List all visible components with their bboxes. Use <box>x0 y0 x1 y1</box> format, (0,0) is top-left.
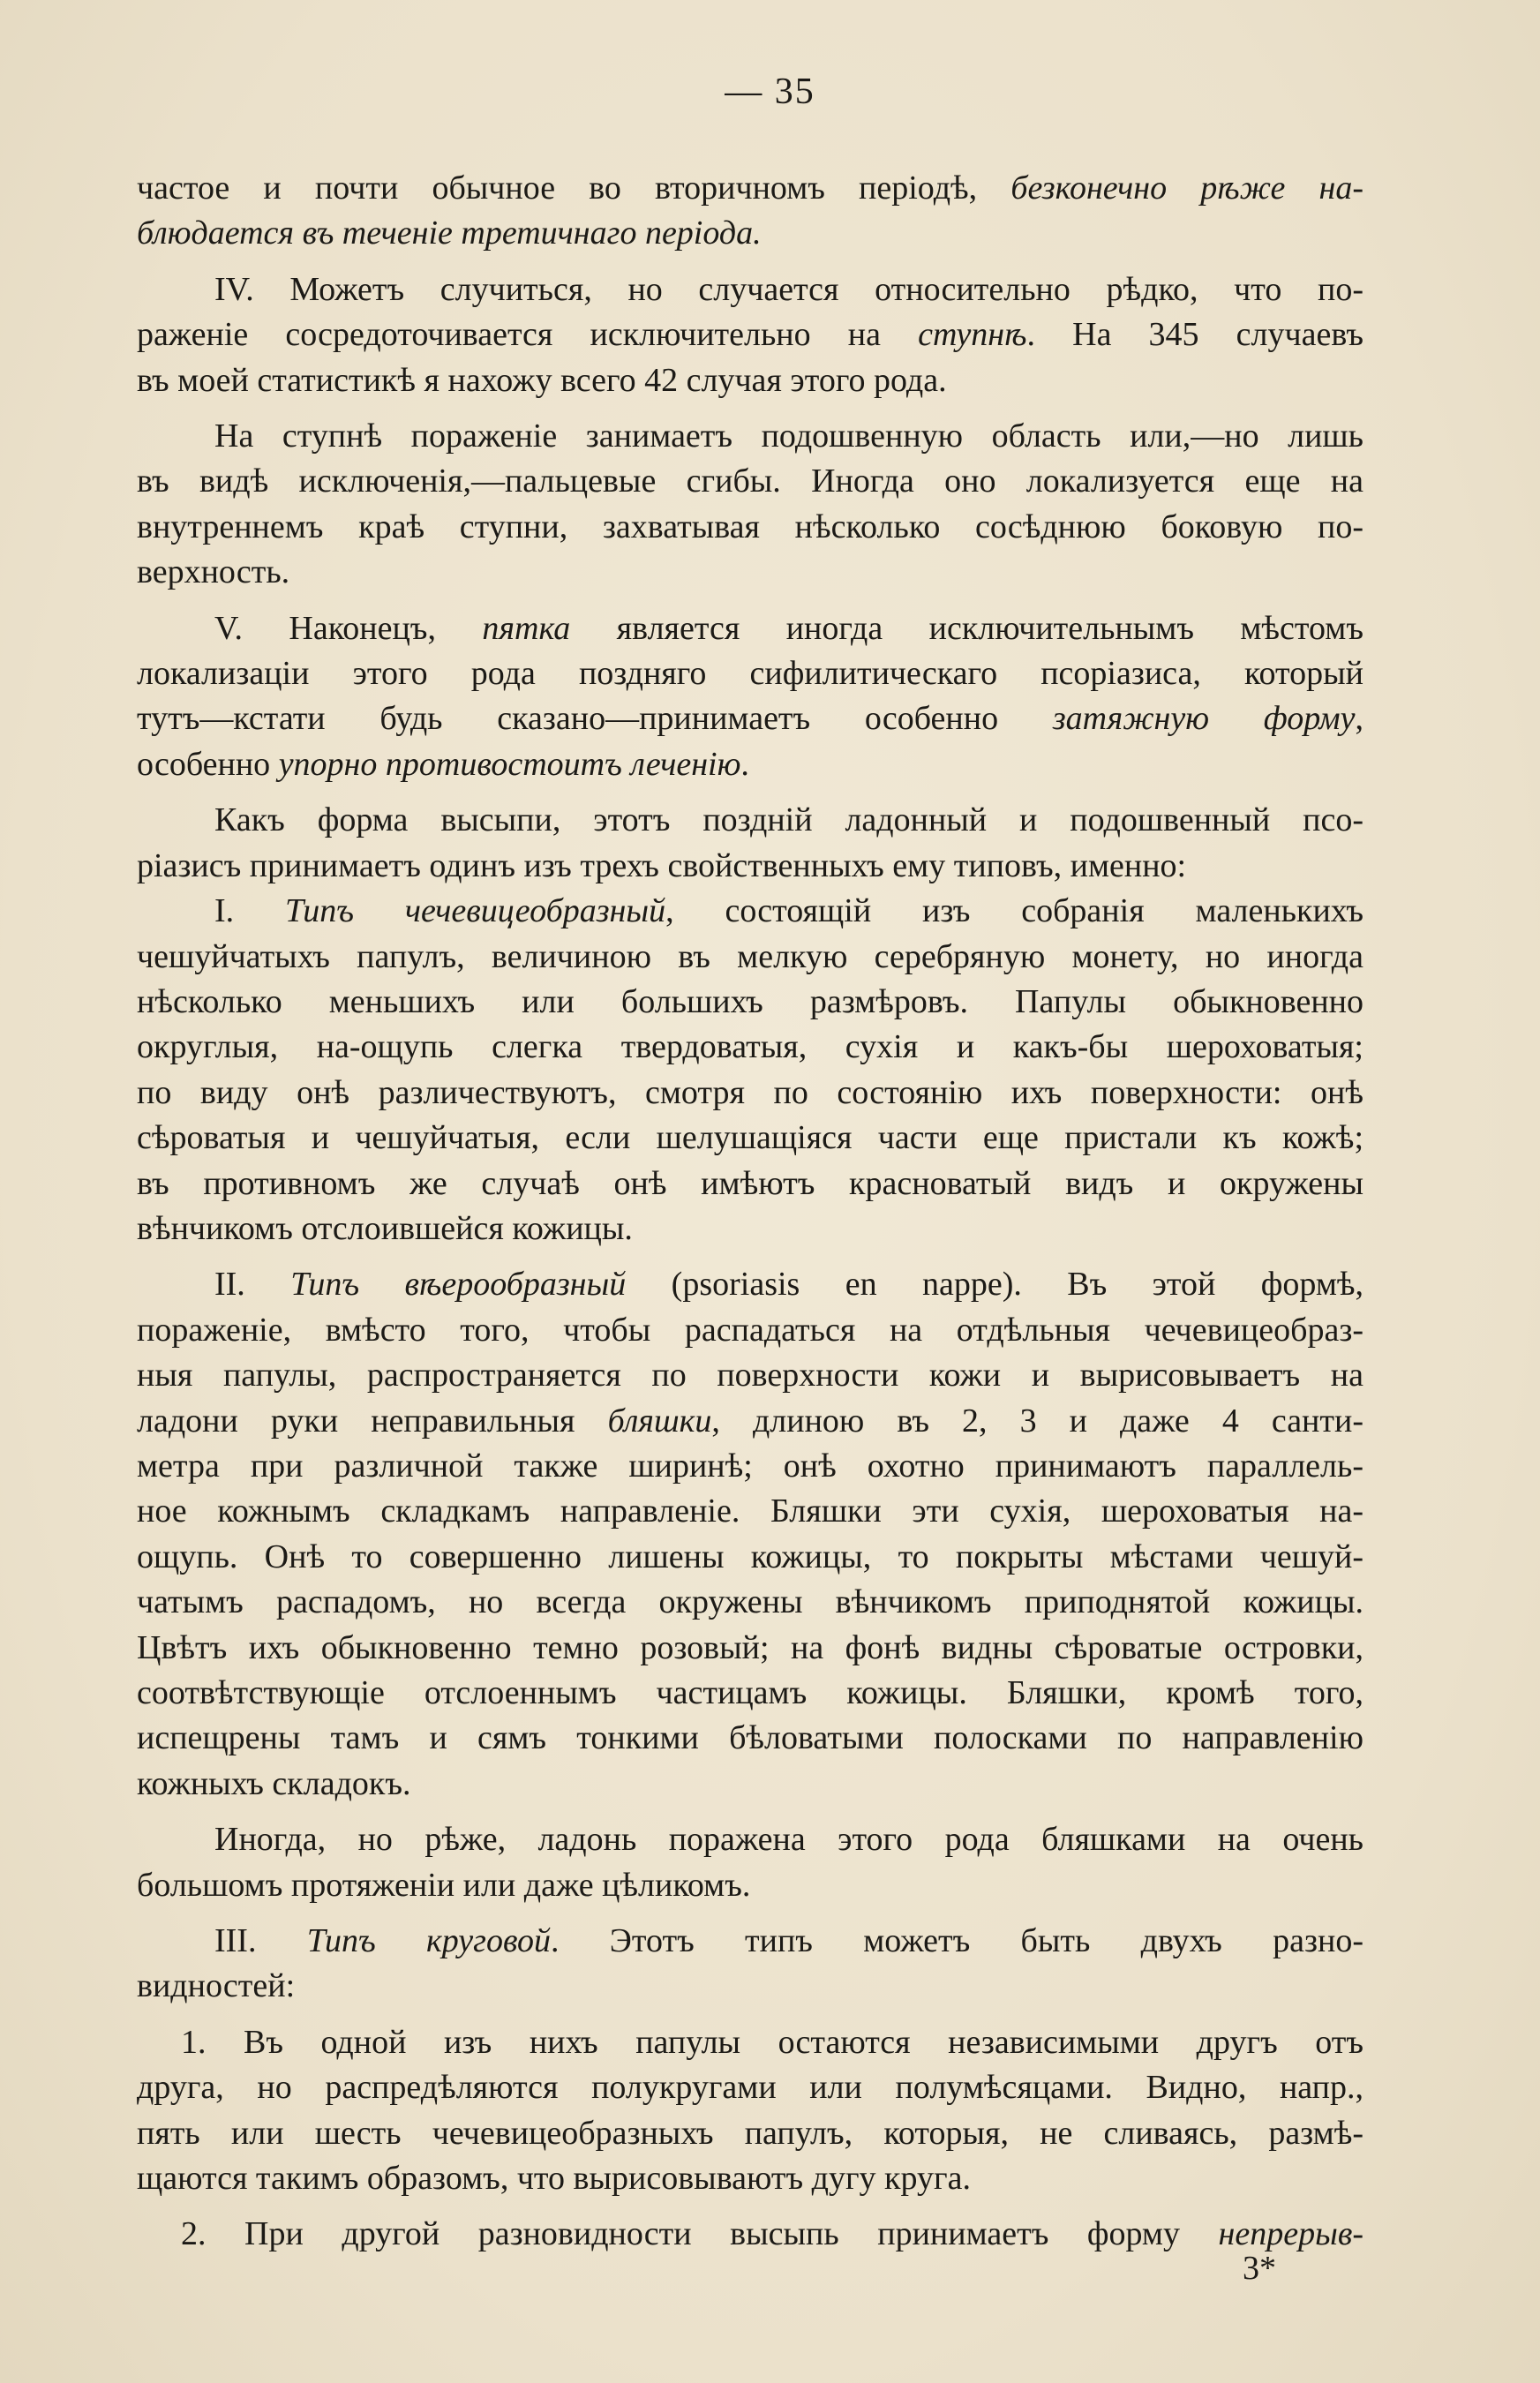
italic-span: упорно противостоитъ леченію <box>278 745 741 783</box>
text-span: III. <box>214 1922 307 1960</box>
text-span: округлыя, на-ощупь слегка твердоватыя, сухія и какъ-бы шероховатыя; <box>137 1028 1363 1066</box>
text-line <box>137 1207 1363 1252</box>
text-span: ладони руки неправильныя <box>137 1402 608 1440</box>
text-line <box>137 414 1363 459</box>
text-line <box>137 1399 1363 1444</box>
text-span: ріазисъ принимаетъ одинъ изъ трехъ свойственныхъ ему типовъ, именно: <box>137 846 1187 884</box>
text-line <box>137 1444 1363 1489</box>
text-line <box>137 1626 1363 1671</box>
italic-span: затяжную форму <box>1052 700 1356 738</box>
signature-mark: 3* <box>1243 2250 1276 2287</box>
text-line <box>137 1161 1363 1207</box>
text-span: (psoriasis en nappe). Въ этой формѣ, <box>626 1266 1363 1304</box>
text-line <box>137 459 1363 504</box>
text-line <box>137 1863 1363 1908</box>
text-span: вѣнчикомъ отслоившейся кожицы. <box>137 1209 633 1247</box>
text-line <box>137 211 1363 256</box>
text-span: является иногда исключительнымъ мѣстомъ <box>570 609 1363 647</box>
text-line <box>137 742 1363 787</box>
text-span: въ противномъ же случаѣ онѣ имѣютъ красноватый видъ и окружены <box>137 1164 1363 1202</box>
text-span: частое и почти обычное во вторичномъ періодѣ, <box>137 169 1011 207</box>
italic-span: пятка <box>482 609 571 647</box>
text-span: видностей: <box>137 1967 296 2005</box>
text-line <box>137 312 1363 357</box>
text-span: соотвѣтствующіе отслоеннымъ частицамъ кожицы. Бляшки, кромѣ того, <box>137 1674 1363 1711</box>
text-span: верхность. <box>137 553 290 591</box>
text-line <box>137 2212 1363 2257</box>
italic-span: ступнѣ <box>918 316 1027 354</box>
text-line <box>137 1580 1363 1625</box>
text-line <box>137 1489 1363 1534</box>
text-span: , состоящій изъ собранія маленькихъ <box>665 892 1364 930</box>
text-line <box>137 2020 1363 2065</box>
text-line <box>137 550 1363 595</box>
text-line <box>137 980 1363 1025</box>
italic-span: Типъ круговой <box>306 1922 551 1960</box>
text-span: 1. Въ одной изъ нихъ папулы остаются независимыми другъ отъ <box>181 2023 1363 2061</box>
text-span: большомъ протяженіи или даже цѣликомъ. <box>137 1866 751 1904</box>
text-span: 2. При другой разновидности высыпь принимаетъ форму <box>181 2215 1219 2253</box>
text-span: пять или шесть чечевицеобразныхъ папулъ, которыя, не сливаясь, размѣ- <box>137 2114 1363 2152</box>
text-span: V. Наконецъ, <box>214 609 483 647</box>
text-span: въ видѣ исключенія,—пальцевые сгибы. Иногда оно локализуется еще на <box>137 462 1363 500</box>
italic-span: непрерыв- <box>1218 2215 1363 2253</box>
text-span: особенно <box>137 745 279 783</box>
italic-span: бляшки <box>607 1402 712 1440</box>
text-span: нѣсколько меньшихъ или большихъ размѣровъ. Папулы обыкновенно <box>137 982 1363 1020</box>
text-span: ныя папулы, распространяется по поверхности кожи и вырисовываетъ на <box>137 1357 1363 1394</box>
text-span: сѣроватыя и чешуйчатыя, если шелушащіяся части еще пристали къ кожѣ; <box>137 1119 1363 1157</box>
text-span: Какъ форма высыпи, этотъ поздній ладонный и подошвенный псо- <box>214 801 1363 839</box>
text-span: ощупь. Онѣ то совершенно лишены кожицы, то покрыты мѣстами чешуй- <box>137 1537 1363 1575</box>
text-span: . <box>740 745 749 783</box>
text-line <box>137 1535 1363 1580</box>
italic-span: блюдается въ теченіе третичнаго періода. <box>137 214 762 252</box>
body-text <box>137 166 1363 2258</box>
text-line <box>137 935 1363 980</box>
text-span: метра при различной также ширинѣ; онѣ охотно принимаютъ параллель- <box>137 1447 1363 1485</box>
text-line <box>137 1716 1363 1761</box>
text-span: IV. Можетъ случиться, но случается относительно рѣдко, что по- <box>214 270 1363 308</box>
italic-span: Типъ вѣерообразный <box>290 1266 627 1304</box>
text-line <box>137 1964 1363 2009</box>
text-line <box>137 651 1363 696</box>
text-span: Иногда, но рѣже, ладонь поражена этого рода бляшками на очень <box>214 1821 1363 1859</box>
text-span: раженіе сосредоточивается исключительно на <box>137 316 919 354</box>
text-span: . Этотъ типъ можетъ быть двухъ разно- <box>550 1922 1363 1960</box>
text-line <box>137 1353 1363 1398</box>
text-span: , длиною въ 2, 3 и даже 4 санти- <box>711 1402 1363 1440</box>
text-span: I. <box>214 892 286 930</box>
text-line <box>137 2065 1363 2110</box>
text-line <box>137 889 1363 934</box>
text-line <box>137 1919 1363 1964</box>
text-line <box>137 358 1363 403</box>
text-line <box>137 696 1363 741</box>
text-line <box>137 1262 1363 1307</box>
text-line <box>137 505 1363 550</box>
text-span: , <box>1355 700 1363 738</box>
text-span: Цвѣтъ ихъ обыкновенно темно розовый; на фонѣ видны сѣроватые островки, <box>137 1628 1363 1666</box>
text-line <box>137 1116 1363 1161</box>
text-span: испещрены тамъ и сямъ тонкими бѣловатыми полосками по направленію <box>137 1719 1363 1757</box>
text-line <box>137 267 1363 312</box>
text-span: по виду онѣ различествуютъ, смотря по состоянію ихъ поверхности: онѣ <box>137 1073 1363 1111</box>
text-span: . На 345 случаевъ <box>1026 316 1363 354</box>
italic-span: безконечно рѣже на- <box>1010 169 1363 207</box>
text-line <box>137 1762 1363 1807</box>
text-span: чатымъ распадомъ, но всегда окружены вѣнчикомъ приподнятой кожицы. <box>137 1583 1363 1621</box>
text-line <box>137 1025 1363 1070</box>
page-number: — 35 <box>725 71 815 112</box>
text-line <box>137 166 1363 211</box>
text-span: ное кожнымъ складкамъ направленіе. Бляшки эти сухія, шероховатыя на- <box>137 1492 1363 1530</box>
text-span: На ступнѣ пораженіе занимаетъ подошвенную область или,—но лишь <box>214 417 1363 455</box>
text-line <box>137 798 1363 843</box>
text-span: внутреннемъ краѣ ступни, захватывая нѣсколько сосѣднюю боковую по- <box>137 507 1363 545</box>
text-line <box>137 1071 1363 1116</box>
text-line <box>137 2111 1363 2156</box>
italic-span: Типъ чечевицеобразный <box>285 892 666 930</box>
text-line <box>137 1671 1363 1716</box>
text-span: локализаціи этого рода поздняго сифилитическаго псоріазиса, который <box>137 655 1363 693</box>
text-span: чешуйчатыхъ папулъ, величиною въ мелкую серебряную монету, но иногда <box>137 937 1363 975</box>
text-span: тутъ—кстати будь сказано—принимаетъ особенно <box>137 700 1053 738</box>
text-span: щаются такимъ образомъ, что вырисовываютъ дугу круга. <box>137 2160 971 2198</box>
text-line <box>137 1308 1363 1353</box>
text-span: кожныхъ складокъ. <box>137 1764 411 1802</box>
text-span: въ моей статистикѣ я нахожу всего 42 случая этого рода. <box>137 361 947 399</box>
text-line <box>137 2156 1363 2201</box>
text-line <box>137 844 1363 889</box>
text-span: II. <box>214 1266 291 1304</box>
text-span: друга, но распредѣляются полукругами или полумѣсяцами. Видно, напр., <box>137 2069 1363 2107</box>
text-span: пораженіе, вмѣсто того, чтобы распадаться на отдѣльныя чечевицеобраз- <box>137 1311 1363 1349</box>
text-line <box>137 606 1363 651</box>
text-line <box>137 1817 1363 1862</box>
